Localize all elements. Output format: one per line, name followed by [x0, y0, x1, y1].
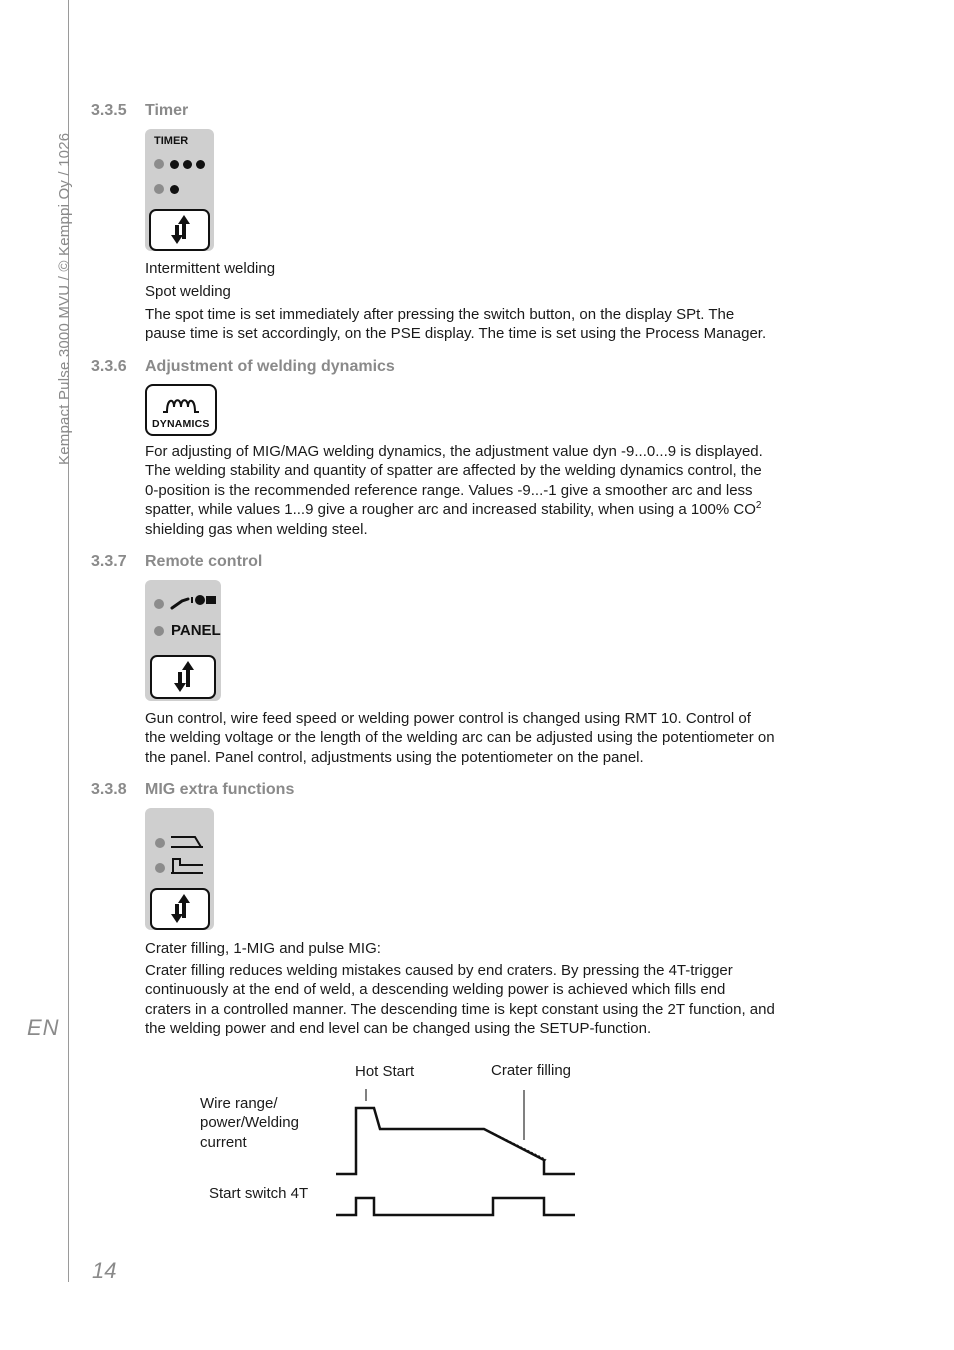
mig-extra-panel [145, 808, 214, 930]
timer-panel [145, 129, 214, 251]
section-number: 3.3.6 [91, 358, 127, 375]
led-indicator [154, 159, 164, 169]
power-curve [336, 1108, 575, 1174]
timer-panel-label: TIMER [154, 135, 189, 147]
dynamics-body-superscript: 2 [755, 500, 762, 512]
led-indicator [154, 184, 164, 194]
timer-line-spot: Spot welding [145, 283, 231, 300]
section-number: 3.3.5 [91, 102, 127, 119]
mig-extra-body: Crater filling reduces welding mistakes caused by end craters. By pressing the 4T-trigger continuously at the end of weld, a descending welding power is achieved which fills end craters in a controlled manner. The descending time is kept constant using the 2T function, and the welding power and end level can be changed using the SETUP-function. [145, 962, 775, 1038]
running-header: Kempact Pulse 3000 MVU / © Kemppi Oy / 1026 [56, 132, 73, 465]
dynamics-body [145, 442, 775, 539]
page-number: 14 [92, 1258, 117, 1283]
section-number: 3.3.8 [91, 781, 127, 798]
arc-loop-icon [147, 388, 215, 418]
remote-panel [145, 580, 221, 701]
section-title: Adjustment of welding dynamics [145, 358, 395, 375]
dynamics-body-text: For adjusting of MIG/MAG welding dynamics, the adjustment value dyn -9...0...9 is displayed. The welding stability and quantity of spatter are affected by the welding dynamics control, the 0-position is the recommended reference range. Values -9...-1 give a smoother arc and less spatter, while values 1...9 give a rougher arc and increased stability, when using a 100% CO [145, 443, 763, 519]
dot-icon [170, 185, 179, 194]
remote-panel-label: PANEL [171, 622, 221, 639]
dynamics-body-text-end: shielding gas when welding steel. [145, 520, 368, 538]
section-title: Timer [145, 102, 189, 119]
up-down-arrow-icon [152, 657, 214, 697]
mig-extra-switch-button[interactable] [150, 888, 210, 930]
section-number: 3.3.7 [91, 553, 127, 570]
timer-switch-button[interactable] [149, 209, 210, 251]
section-title: MIG extra functions [145, 781, 295, 798]
crater-filling-label: Crater filling [491, 1062, 572, 1079]
led-indicator [154, 599, 164, 609]
timer-body: The spot time is set immediately after pressing the switch button, on the display SPt. The pause time is set accordingly, on the PSE display. The time is set using the Process Manager. [145, 306, 767, 343]
remote-switch-button[interactable] [150, 655, 216, 699]
remote-body: Gun control, wire feed speed or welding power control is changed using RMT 10. Control of the welding voltage or the length of the welding arc can be adjusted using the potentiometer on the panel. Panel control, adjustments using the potentiometer on the panel. [145, 710, 775, 766]
start-switch-label: Start switch 4T [209, 1185, 309, 1202]
power-label-line: Wire range/ [200, 1095, 278, 1112]
mig-extra-line: Crater filling, 1-MIG and pulse MIG: [145, 940, 381, 957]
hot-start-label: Hot Start [355, 1063, 415, 1080]
up-down-arrow-icon [152, 890, 208, 928]
dynamics-button-label: DYNAMICS [152, 418, 210, 430]
timer-line-intermittent: Intermittent welding [145, 260, 276, 277]
switch-signal [336, 1198, 575, 1215]
section-title: Remote control [145, 553, 263, 570]
hot-start-icon [170, 857, 206, 875]
dot-icon [196, 160, 205, 169]
section-heading-dynamics [91, 358, 395, 376]
crater-fill-icon [170, 835, 206, 849]
led-indicator [155, 863, 165, 873]
power-label-line: current [200, 1133, 247, 1151]
language-marker: EN [27, 1015, 60, 1040]
crater-fill-slope [488, 1131, 546, 1160]
power-label [200, 1094, 299, 1152]
led-indicator [155, 838, 165, 848]
section-heading-remote [91, 553, 262, 571]
power-label-line: power/Welding [200, 1114, 299, 1132]
up-down-arrow-icon [151, 211, 208, 249]
section-heading-mig-extra [91, 781, 294, 799]
dynamics-button[interactable] [145, 384, 217, 436]
welding-gun-icon [170, 591, 220, 611]
dot-icon [183, 160, 192, 169]
led-indicator [154, 626, 164, 636]
section-heading-timer [91, 102, 188, 120]
dot-icon [170, 160, 179, 169]
